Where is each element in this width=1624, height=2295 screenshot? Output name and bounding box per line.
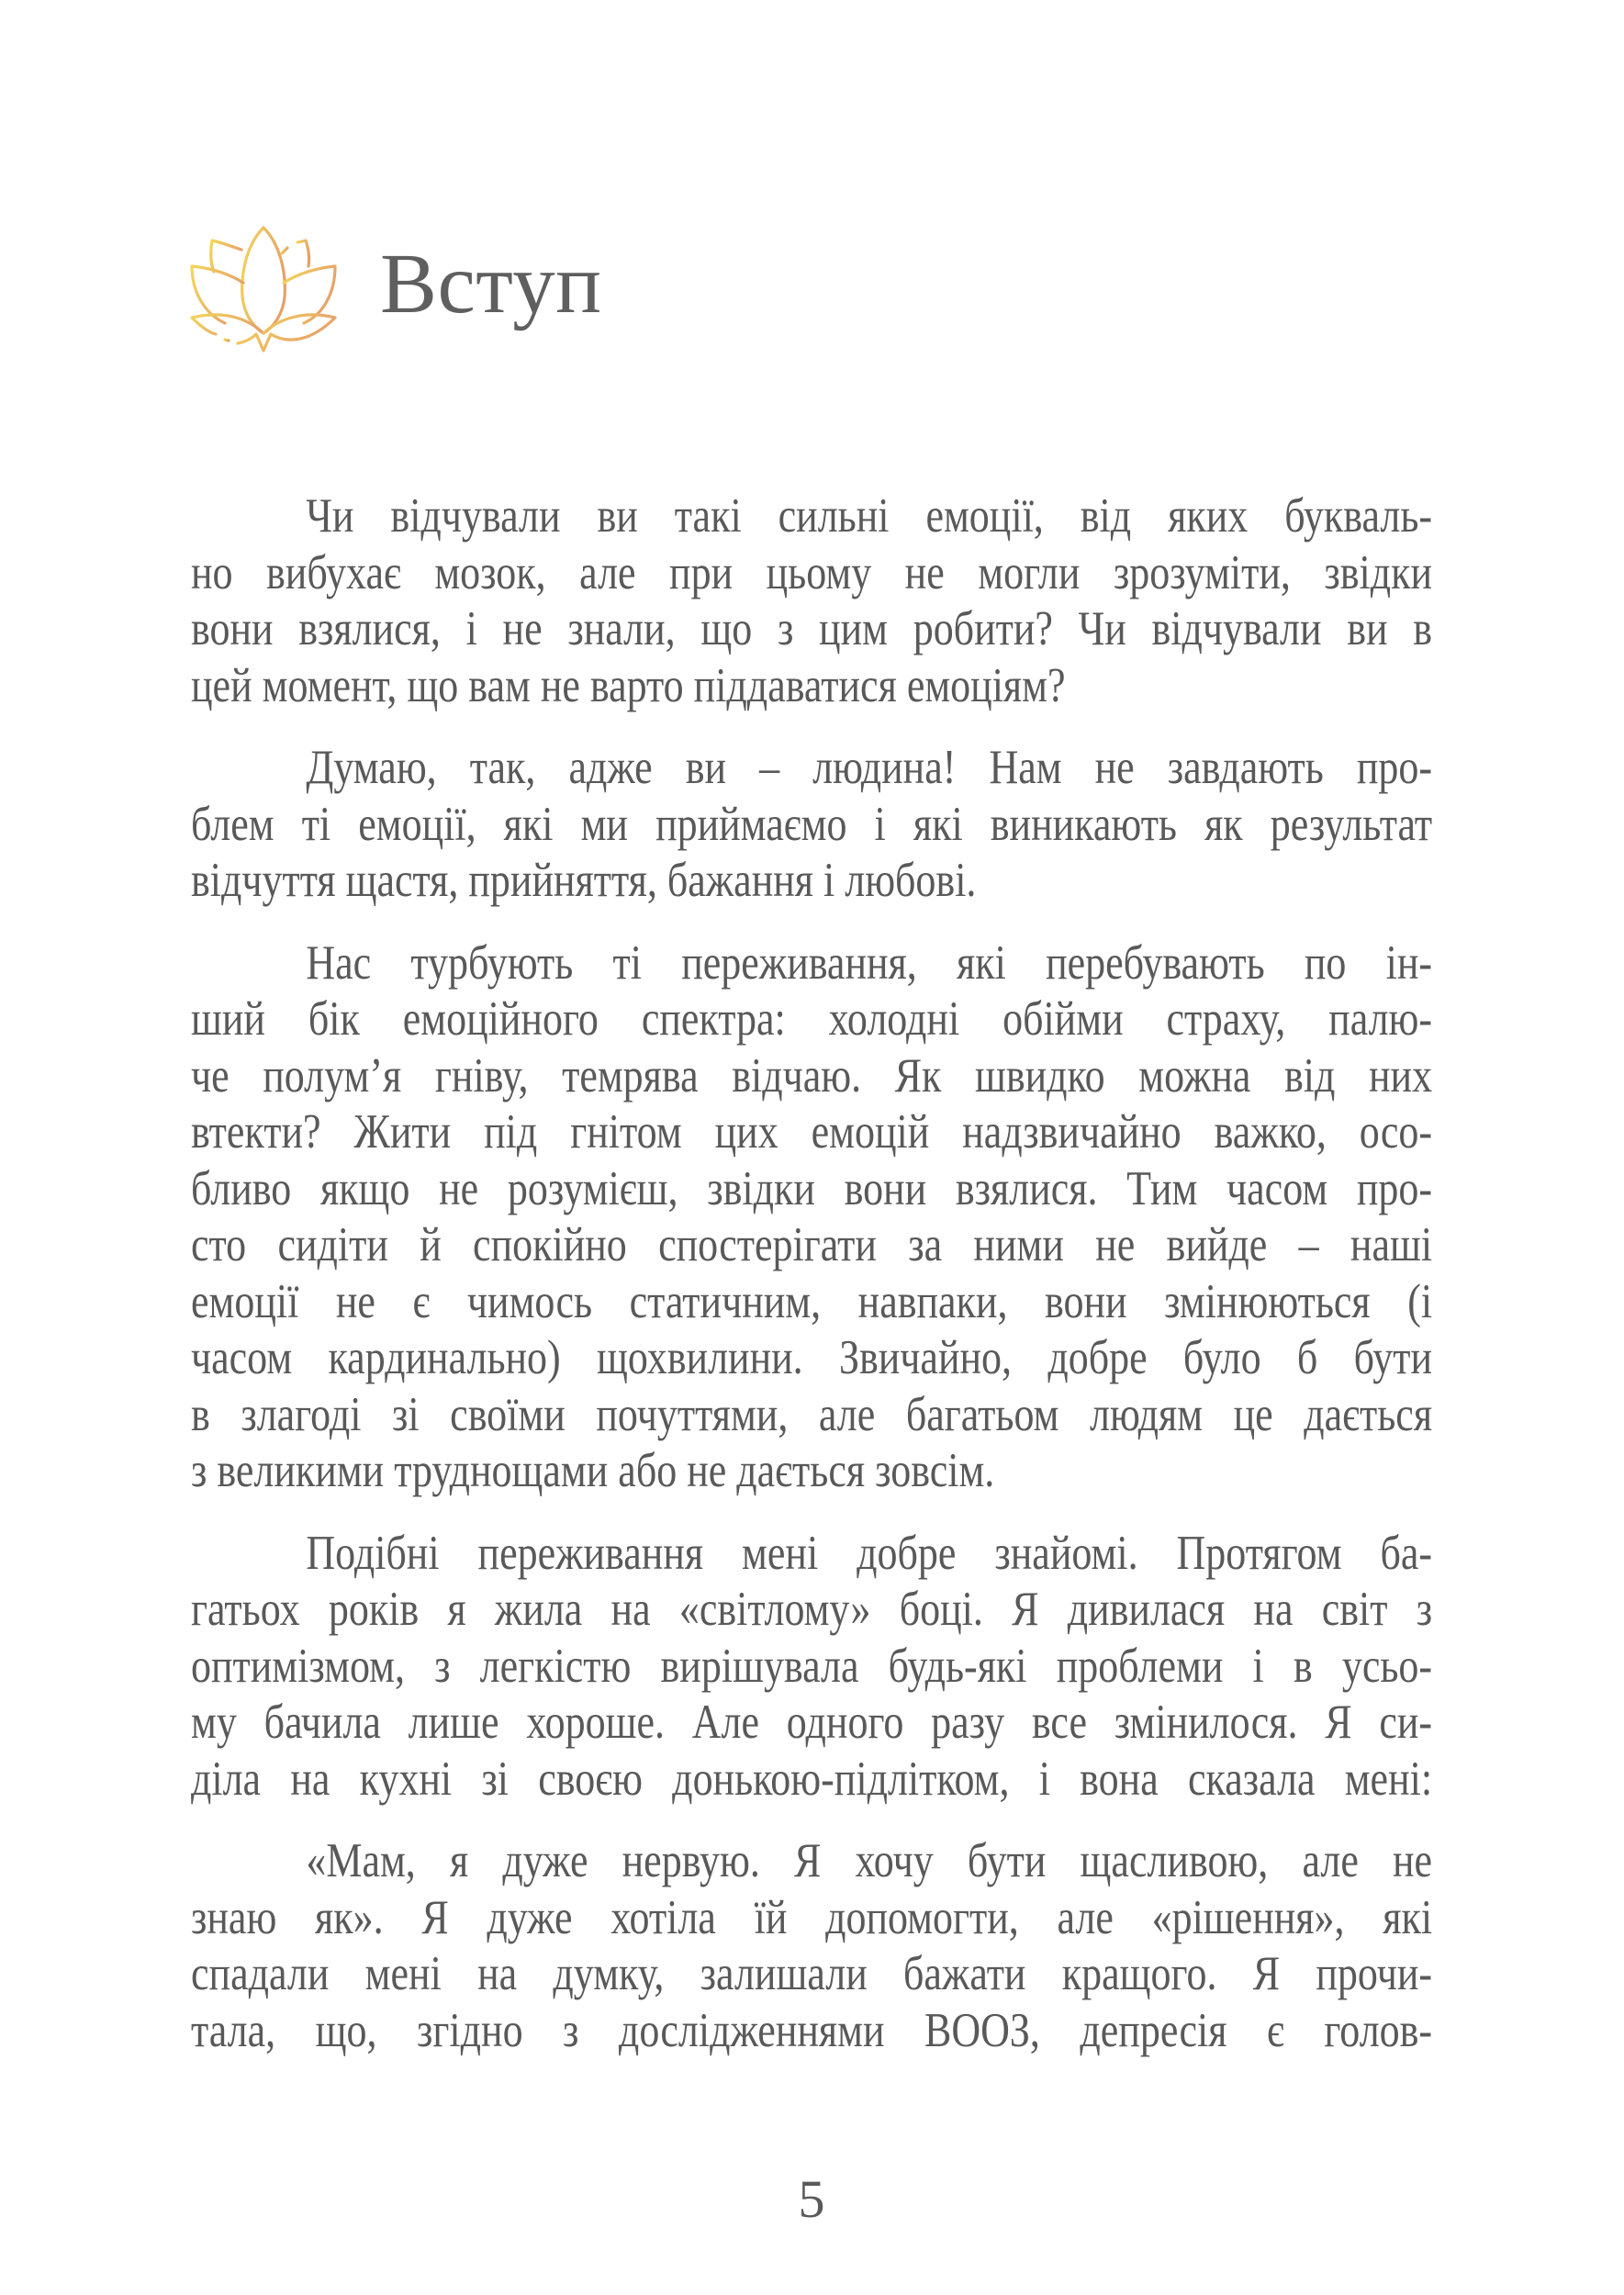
text-line: но вибухає мозок, але при цьому не могли зрозуміти, звідки xyxy=(191,545,1433,599)
body-text xyxy=(191,488,1432,2085)
text-line: Подібні переживання мені добре знайомі. Протягом ба- xyxy=(306,1526,1433,1580)
text-line: спадали мені на думку, залишали бажати кращого. Я прочи- xyxy=(191,1947,1433,2000)
lotus-icon xyxy=(186,220,341,354)
text-line: че полум’я гніву, темрява відчаю. Як швидко можна від них xyxy=(191,1048,1433,1103)
text-line: тала, що, згідно з дослідженнями ВООЗ, депресія є голов- xyxy=(191,2003,1433,2057)
paragraph-3 xyxy=(191,935,1432,1500)
page-number: 5 xyxy=(798,2169,825,2229)
text-line: Чи відчували ви такі сильні емоції, від яких букваль- xyxy=(306,489,1433,543)
text-line: бливо якщо не розумієш, звідки вони взялися. Тим часом про- xyxy=(191,1161,1433,1215)
text-line: втекти? Жити під гнітом цих емоцій надзвичайно важко, осо- xyxy=(191,1105,1433,1159)
text-line: Думаю, так, адже ви – людина! Нам не завдають про- xyxy=(306,741,1433,794)
paragraph-5 xyxy=(191,1833,1432,2059)
text-line: часом кардинально) щохвилини. Звичайно, добре було б бути xyxy=(191,1331,1433,1384)
text-line: блем ті емоції, які ми приймаємо і які виникають як результат xyxy=(191,797,1433,851)
text-line: ший бік емоційного спектра: холодні обійми страху, палю- xyxy=(191,992,1433,1046)
text-line: гатьох років я жила на «світлому» боці. Я дивилася на світ з xyxy=(191,1583,1433,1636)
paragraph-4 xyxy=(191,1526,1432,1808)
paragraph-2 xyxy=(191,740,1432,910)
text-line: відчуття щастя, прийняття, бажання і любові. xyxy=(191,854,977,907)
text-line: «Мам, я дуже нервую. Я хочу бути щасливою, але не xyxy=(306,1834,1433,1887)
text-line: цей момент, що вам не варто піддаватися емоціям? xyxy=(191,658,1066,712)
paragraph-1 xyxy=(191,488,1432,714)
text-line: з великими труднощами або не дається зовсім. xyxy=(191,1444,995,1497)
text-line: Нас турбують ті переживання, які перебувають по ін- xyxy=(306,935,1433,990)
text-line: діла на кухні зі своєю донькою-підлітком, і вона сказала мені: xyxy=(191,1752,1433,1806)
text-line: оптимізмом, з легкістю вирішувала будь-які проблеми і в усьо- xyxy=(191,1639,1433,1693)
text-line: емоції не є чимось статичним, навпаки, вони змінюються (і xyxy=(191,1274,1433,1328)
text-line: вони взялися, і не знали, що з цим робити? Чи відчували ви в xyxy=(191,602,1433,655)
text-line: в злагоді зі своїми почуттями, але багатьом людям це дається xyxy=(191,1387,1433,1441)
chapter-title: Вступ xyxy=(380,237,602,331)
text-line: му бачила лише хороше. Але одного разу все змінилося. Я си- xyxy=(191,1696,1433,1749)
text-line: знаю як». Я дуже хотіла їй допомогти, але «рішення», які xyxy=(191,1890,1433,1944)
text-line: сто сидіти й спокійно спостерігати за ними не вийде – наші xyxy=(191,1218,1433,1271)
